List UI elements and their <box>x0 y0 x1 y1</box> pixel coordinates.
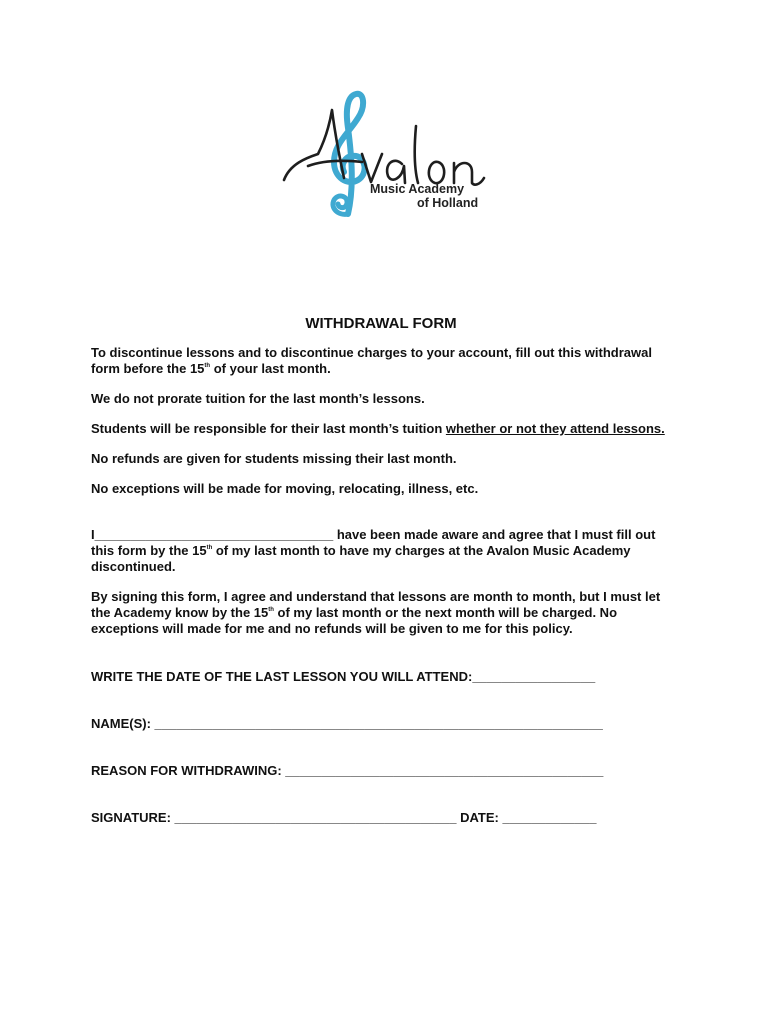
acknowledgement-superscript: th <box>206 545 213 551</box>
responsibility-notice <box>91 421 681 437</box>
no-prorate-notice: We do not prorate tuition for the last month’s lessons. <box>91 391 425 406</box>
logo-tagline-line1: Music Academy <box>370 182 465 196</box>
intro-text-1: To discontinue lessons and to discontinue charges to your account, fill out this withdrawal form before the 15 <box>91 345 652 376</box>
reason-field[interactable]: REASON FOR WITHDRAWING: ____________________________________________ <box>91 763 604 778</box>
no-refunds-notice: No refunds are given for students missing their last month. <box>91 451 457 466</box>
agreement-superscript: th <box>268 607 274 613</box>
form-title: WITHDRAWAL FORM <box>305 315 457 332</box>
acknowledgement-text-2: of my last month to have my charges at the Avalon Music Academy discontinued. <box>91 543 631 574</box>
intro-text-2: of your last month. <box>210 361 331 376</box>
agreement-text-1: By signing this form, I agree and understand that lessons are month to month, but I must let the Academy know by the 15 <box>91 589 661 620</box>
names-field[interactable]: NAME(S): ______________________________________________________________ <box>91 716 603 731</box>
avalon-logo <box>278 88 490 224</box>
agreement-paragraph <box>91 589 681 637</box>
logo-tagline-line2: of Holland <box>417 196 479 210</box>
signature-date-field[interactable]: SIGNATURE: _______________________________________ DATE: _____________ <box>91 810 597 825</box>
responsibility-text: Students will be responsible for their last month’s tuition <box>91 421 446 436</box>
last-lesson-date-field[interactable]: WRITE THE DATE OF THE LAST LESSON YOU WILL ATTEND:_________________ <box>91 669 596 684</box>
no-exceptions-notice: No exceptions will be made for moving, relocating, illness, etc. <box>91 481 479 496</box>
withdrawal-form <box>91 316 681 826</box>
acknowledgement-paragraph <box>91 527 681 575</box>
agreement-text-2: of my last month or the next month will be charged. No exceptions will made for me and no refunds will be given to me for this policy. <box>91 605 618 636</box>
responsibility-underlined-text: whether or not they attend lessons. <box>445 421 665 436</box>
intro-paragraph <box>91 345 681 377</box>
acknowledgement-text-1: I_________________________________ have been made aware and agree that I must fill out this form by the 15 <box>91 527 656 558</box>
intro-superscript: th <box>204 363 211 369</box>
